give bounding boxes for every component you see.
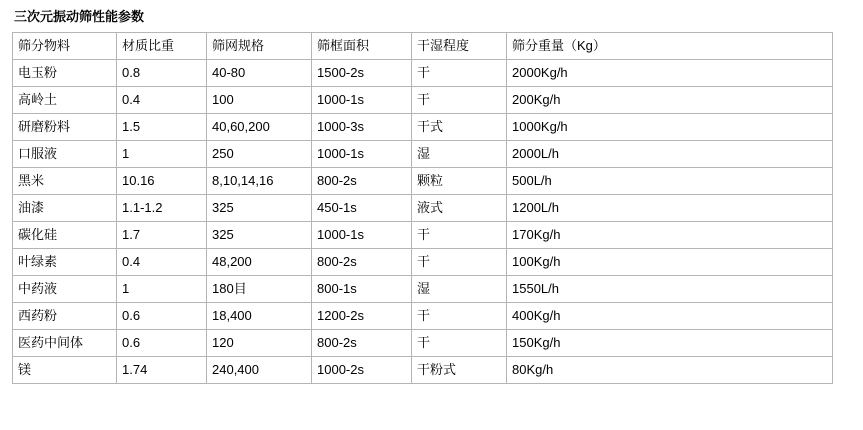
table-body — [13, 33, 833, 384]
cell-material: 中药液 — [13, 276, 117, 303]
page-title: 三次元振动筛性能参数 — [14, 9, 145, 24]
cell-material: 碳化硅 — [13, 222, 117, 249]
cell-mesh-spec: 325 — [207, 222, 312, 249]
column-header-capacity: 筛分重量（Kg） — [507, 33, 833, 60]
cell-moisture: 干 — [412, 303, 507, 330]
column-header-mesh-spec: 筛网规格 — [207, 33, 312, 60]
cell-density: 0.4 — [117, 249, 207, 276]
cell-moisture: 干 — [412, 249, 507, 276]
cell-density: 1.1-1.2 — [117, 195, 207, 222]
cell-frame-area: 1000-2s — [312, 357, 412, 384]
cell-density: 10.16 — [117, 168, 207, 195]
cell-moisture: 湿 — [412, 276, 507, 303]
cell-capacity: 500L/h — [507, 168, 833, 195]
cell-moisture: 湿 — [412, 141, 507, 168]
table-row — [13, 60, 833, 87]
cell-capacity: 400Kg/h — [507, 303, 833, 330]
column-header-frame-area: 筛框面积 — [312, 33, 412, 60]
cell-material: 叶绿素 — [13, 249, 117, 276]
cell-mesh-spec: 100 — [207, 87, 312, 114]
cell-capacity: 80Kg/h — [507, 357, 833, 384]
cell-capacity: 150Kg/h — [507, 330, 833, 357]
cell-moisture: 颗粒 — [412, 168, 507, 195]
cell-material: 西药粉 — [13, 303, 117, 330]
cell-frame-area: 1200-2s — [312, 303, 412, 330]
cell-capacity: 1200L/h — [507, 195, 833, 222]
cell-material: 油漆 — [13, 195, 117, 222]
table-row — [13, 357, 833, 384]
cell-frame-area: 1000-3s — [312, 114, 412, 141]
cell-material: 电玉粉 — [13, 60, 117, 87]
table-row — [13, 303, 833, 330]
table-row — [13, 195, 833, 222]
cell-density: 0.8 — [117, 60, 207, 87]
cell-mesh-spec: 250 — [207, 141, 312, 168]
table-row — [13, 330, 833, 357]
column-header-material: 筛分物料 — [13, 33, 117, 60]
cell-density: 0.6 — [117, 303, 207, 330]
column-header-moisture: 干湿程度 — [412, 33, 507, 60]
cell-frame-area: 800-2s — [312, 168, 412, 195]
cell-capacity: 2000L/h — [507, 141, 833, 168]
cell-material: 研磨粉料 — [13, 114, 117, 141]
cell-density: 1.7 — [117, 222, 207, 249]
table-row — [13, 141, 833, 168]
cell-mesh-spec: 40-80 — [207, 60, 312, 87]
table-row — [13, 249, 833, 276]
cell-frame-area: 450-1s — [312, 195, 412, 222]
cell-frame-area: 800-2s — [312, 249, 412, 276]
cell-material: 医药中间体 — [13, 330, 117, 357]
cell-mesh-spec: 325 — [207, 195, 312, 222]
cell-moisture: 干 — [412, 87, 507, 114]
cell-frame-area: 1000-1s — [312, 87, 412, 114]
cell-capacity: 1550L/h — [507, 276, 833, 303]
cell-moisture: 干 — [412, 60, 507, 87]
cell-mesh-spec: 180目 — [207, 276, 312, 303]
cell-material: 镁 — [13, 357, 117, 384]
cell-density: 0.6 — [117, 330, 207, 357]
cell-material: 口服液 — [13, 141, 117, 168]
cell-mesh-spec: 8,10,14,16 — [207, 168, 312, 195]
cell-density: 1 — [117, 276, 207, 303]
cell-mesh-spec: 48,200 — [207, 249, 312, 276]
cell-mesh-spec: 40,60,200 — [207, 114, 312, 141]
table-row — [13, 222, 833, 249]
cell-mesh-spec: 18,400 — [207, 303, 312, 330]
cell-frame-area: 800-1s — [312, 276, 412, 303]
cell-capacity: 2000Kg/h — [507, 60, 833, 87]
cell-density: 1 — [117, 141, 207, 168]
cell-moisture: 干 — [412, 330, 507, 357]
cell-density: 1.74 — [117, 357, 207, 384]
table-row — [13, 114, 833, 141]
cell-frame-area: 800-2s — [312, 330, 412, 357]
cell-density: 1.5 — [117, 114, 207, 141]
cell-material: 黑米 — [13, 168, 117, 195]
table-row — [13, 168, 833, 195]
cell-capacity: 200Kg/h — [507, 87, 833, 114]
cell-capacity: 170Kg/h — [507, 222, 833, 249]
table-row — [13, 87, 833, 114]
column-header-density: 材质比重 — [117, 33, 207, 60]
cell-material: 高岭土 — [13, 87, 117, 114]
cell-moisture: 干式 — [412, 114, 507, 141]
table-row — [13, 276, 833, 303]
cell-mesh-spec: 120 — [207, 330, 312, 357]
cell-mesh-spec: 240,400 — [207, 357, 312, 384]
cell-moisture: 干粉式 — [412, 357, 507, 384]
cell-capacity: 1000Kg/h — [507, 114, 833, 141]
cell-moisture: 干 — [412, 222, 507, 249]
cell-frame-area: 1000-1s — [312, 222, 412, 249]
cell-density: 0.4 — [117, 87, 207, 114]
cell-capacity: 100Kg/h — [507, 249, 833, 276]
cell-frame-area: 1000-1s — [312, 141, 412, 168]
parameters-table — [12, 32, 833, 384]
cell-moisture: 液式 — [412, 195, 507, 222]
table-header-row — [13, 33, 833, 60]
cell-frame-area: 1500-2s — [312, 60, 412, 87]
